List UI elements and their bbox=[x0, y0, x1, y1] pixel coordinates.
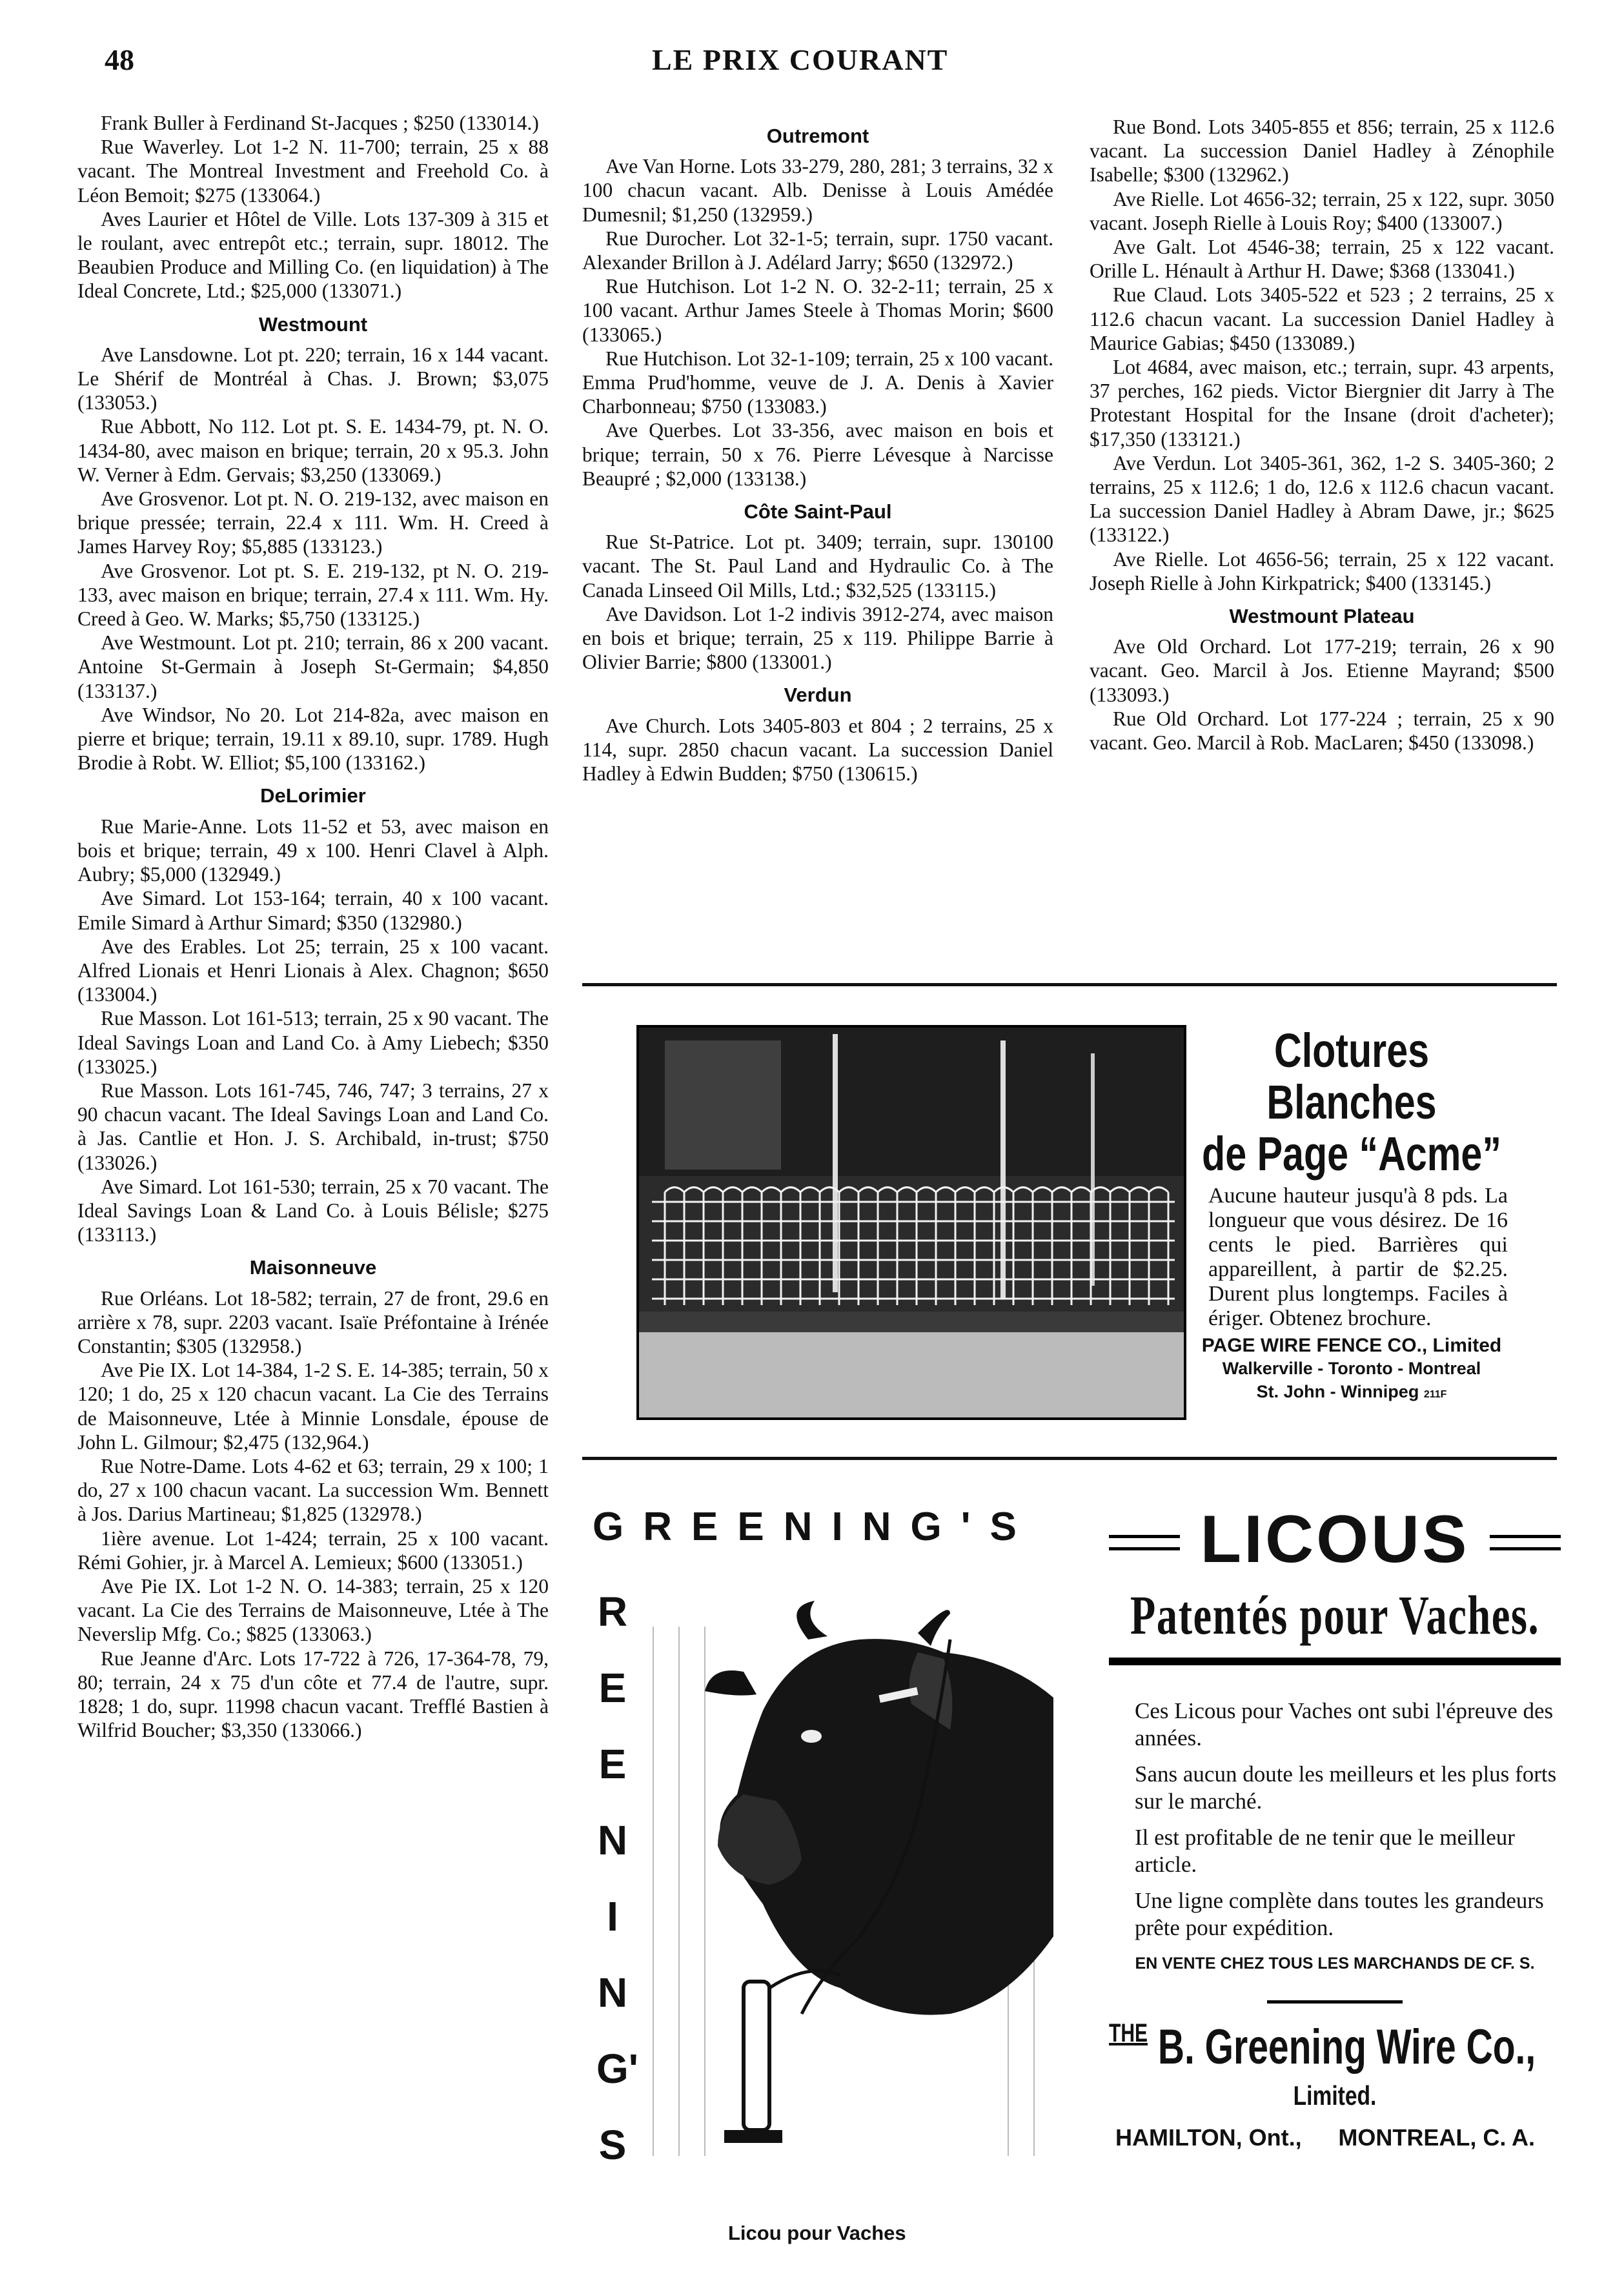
divider bbox=[1109, 1658, 1561, 1665]
listing-entry: Rue Durocher. Lot 32-1-5; terrain, supr. 1750 vacant. Alexander Brillon à J. Adélard Jarry; $650 (132972.) bbox=[582, 227, 1053, 274]
firm-city: MONTREAL, C. A. bbox=[1338, 2124, 1535, 2151]
listing-entry: Ave Lansdowne. Lot pt. 220; terrain, 16 x 144 vacant. Le Shérif de Montréal à Chas. J. Brown; $3,075 (133053.) bbox=[77, 343, 549, 414]
ad-body: Aucune hauteur jusqu'à 8 pds. La longueur que vous désirez. De 16 cents le pied. Barrières qui appareillent, à partir de $2.25. Durent plus longtemps. Faciles à ériger. Obtenez brochure. bbox=[1208, 1184, 1508, 1330]
section-heading: Côte Saint-Paul bbox=[744, 500, 892, 523]
section-heading: Maisonneuve bbox=[249, 1256, 377, 1279]
listing-entry: Ave Davidson. Lot 1-2 indivis 3912-274, avec maison en bois et brique; terrain, 25 x 119. Philippe Barrie à Olivier Barrie; $800 (133001.) bbox=[582, 602, 1053, 674]
listing-entry: Frank Buller à Ferdinand St-Jacques ; $250 (133014.) bbox=[101, 112, 539, 134]
page-fence-advertisement bbox=[636, 1025, 1508, 1420]
listing-entry: Rue Jeanne d'Arc. Lots 17-722 à 726, 17-364-78, 79, 80; terrain, 24 x 75 d'un côte et 77.4 de l'autre, supr. 1828; 1 do, supr. 11998 chacun vacant. Trefflé Bastien à Wilfrid Boucher; $3,350 (133066.) bbox=[77, 1647, 549, 1742]
listing-entry: Ave Verdun. Lot 3405-361, 362, 1-2 S. 3405-360; 2 terrains, 25 x 112.6; 1 do, 12.6 x 112.6 chacun vacant. La succession Daniel Hadley à Abram Dawe, jr.; $625 (133122.) bbox=[1090, 451, 1554, 547]
listing-entry: Rue Bond. Lots 3405-855 et 856; terrain, 25 x 112.6 vacant. La succession Daniel Hadley à Zénophile Isabelle; $300 (132962.) bbox=[1090, 116, 1554, 187]
vertical-letter: E bbox=[598, 1741, 627, 1787]
listing-entry: Rue Hutchison. Lot 1-2 N. O. 32-2-11; terrain, 25 x 100 vacant. Arthur James Steele à Thomas Morin; $600 (133065.) bbox=[582, 275, 1053, 346]
licous-paragraph: Il est profitable de ne tenir que le meilleur article. bbox=[1135, 1825, 1515, 1877]
section-heading: DeLorimier bbox=[260, 784, 366, 807]
listing-entry: Aves Laurier et Hôtel de Ville. Lots 137-309 à 315 et le roulant, avec entrepôt etc.; terrain, supr. 18012. The Beaubien Produce and Milling Co. (en liquidation) à The Ideal Concrete, Ltd.; $25,000 (133071.) bbox=[77, 207, 549, 303]
vertical-letter: R bbox=[597, 1588, 628, 1635]
listing-entry: Rue Claud. Lots 3405-522 et 523 ; 2 terrains, 25 x 112.6 chacun vacant. La succession Daniel Hadley à Maurice Gabias; $450 (133089.) bbox=[1090, 283, 1554, 354]
divider bbox=[582, 983, 1557, 986]
page-title: LE PRIX COURANT bbox=[652, 43, 949, 76]
listing-entry: Ave Pie IX. Lot 14-384, 1-2 S. E. 14-385; terrain, 50 x 120; 1 do, 25 x 120 chacun vacant. La Cie des Terrains de Maisonneuve, Ltée à Minnie Lonsdale, épouse de John L. Gilmour; $2,475 (132,964.) bbox=[77, 1359, 549, 1454]
column-3 bbox=[1090, 115, 1554, 755]
listing-entry: Rue Old Orchard. Lot 177-224 ; terrain, 25 x 90 vacant. Geo. Marcil à Rob. MacLaren; $450 (133098.) bbox=[1090, 707, 1554, 755]
ad-cities-1: Walkerville - Toronto - Montreal bbox=[1222, 1359, 1481, 1378]
licous-paragraph: Sans aucun doute les meilleurs et les plus forts sur le marché. bbox=[1135, 1761, 1557, 1814]
licous-subtitle: Patentés pour Vaches. bbox=[1130, 1584, 1540, 1646]
ad-company: PAGE WIRE FENCE CO., Limited bbox=[1201, 1335, 1502, 1356]
listing-entry: Ave Grosvenor. Lot pt. S. E. 219-132, pt N. O. 219-133, avec maison en brique; terrain, 27.4 x 111. Wm. Hy. Creed à Geo. W. Marks; $5,750 (133125.) bbox=[77, 559, 549, 631]
listing-entry: Rue Notre-Dame. Lots 4-62 et 63; terrain, 29 x 100; 1 do, 27 x 100 chacun vacant. La succession Wm. Bennett à Jos. Darius Martineau; $1,825 (132978.) bbox=[77, 1454, 549, 1526]
vertical-letter: I bbox=[607, 1893, 618, 1940]
firm-the: THE bbox=[1109, 2019, 1148, 2047]
vertical-letter: N bbox=[597, 1817, 628, 1863]
licous-text: LICOUS bbox=[1200, 1502, 1470, 1577]
listing-entry: Ave Van Horne. Lots 33-279, 280, 281; 3 terrains, 32 x 100 chacun vacant. Alb. Denisse à Louis Amédée Dumesnil; $1,250 (132959.) bbox=[582, 155, 1053, 226]
vertical-letter: E bbox=[598, 1665, 627, 1711]
licous-paragraph: Ces Licous pour Vaches ont subi l'épreuve des années. bbox=[1135, 1698, 1554, 1750]
listing-entry: Ave Pie IX. Lot 1-2 N. O. 14-383; terrain, 25 x 120 vacant. La Cie des Terrains de Maisonneuve, Ltée à The Neverslip Mfg. Co.; $825 (133063.) bbox=[77, 1574, 549, 1646]
vertical-letter: G' bbox=[596, 2045, 638, 2092]
divider bbox=[582, 1457, 1557, 1460]
firm-city: HAMILTON, Ont., bbox=[1115, 2124, 1302, 2151]
fence-photo bbox=[636, 1025, 1186, 1420]
licous-paragraph: Une ligne complète dans toutes les grandeurs prête pour expédition. bbox=[1135, 1888, 1544, 1940]
listing-entry: Ave Rielle. Lot 4656-32; terrain, 25 x 122, supr. 3050 vacant. Joseph Rielle à Louis Roy; $400 (133007.) bbox=[1090, 187, 1554, 234]
sale-line: EN VENTE CHEZ TOUS LES MARCHANDS DE CF. S. bbox=[1135, 1954, 1535, 1973]
listing-entry: Rue Hutchison. Lot 32-1-109; terrain, 25 x 100 vacant. Emma Prud'homme, veuve de J. A. Denis à Xavier Charbonneau; $750 (133083.) bbox=[582, 347, 1053, 418]
cow-caption: Licou pour Vaches bbox=[728, 2222, 906, 2244]
listing-entry: Ave Simard. Lot 161-530; terrain, 25 x 70 vacant. The Ideal Savings Loan & Land Co. à Louis Bélisle; $275 (133113.) bbox=[77, 1175, 549, 1246]
listing-entry: Rue St-Patrice. Lot pt. 3409; terrain, supr. 130100 vacant. The St. Paul Land and Hydraulic Co. à The Canada Linseed Oil Mills, Ltd.; $32,525 (133115.) bbox=[582, 531, 1053, 602]
greening-advertisement bbox=[593, 1504, 1561, 2266]
listing-entry: Ave Querbes. Lot 33-356, avec maison en bois et brique; terrain, 50 x 76. Pierre Lévesque à Narcisse Beaupré ; $2,000 (133138.) bbox=[582, 419, 1053, 490]
listing-entry: Rue Masson. Lots 161-745, 746, 747; 3 terrains, 27 x 90 chacun vacant. The Ideal Savings Loan and Land Co. à Jas. Cantlie et Hon. J. S. Archibald, in-trust; $750 (133026.) bbox=[77, 1079, 549, 1174]
decorative-bar bbox=[1490, 1535, 1561, 1550]
section-heading: Westmount Plateau bbox=[1229, 605, 1415, 628]
decorative-bar bbox=[1109, 1535, 1180, 1550]
section-heading: Outremont bbox=[766, 125, 869, 147]
section-heading: Westmount bbox=[258, 312, 368, 336]
divider bbox=[1267, 2000, 1403, 2004]
listing-entry: Rue Masson. Lot 161-513; terrain, 25 x 90 vacant. The Ideal Savings Loan and Land Co. à Amy Liebech; $350 (133025.) bbox=[77, 1007, 549, 1078]
vertical-letter: S bbox=[598, 2122, 627, 2168]
firm-cities bbox=[1109, 2124, 1561, 2151]
licous-paragraphs bbox=[1135, 1698, 1561, 1942]
vertical-letter: N bbox=[597, 1969, 628, 2016]
ad-headline-1: Clotures Blanches bbox=[1266, 1024, 1437, 1129]
fence-illustration bbox=[639, 1028, 1184, 1417]
listing-entry: Rue Marie-Anne. Lots 11-52 et 53, avec maison en bois et brique; terrain, 49 x 100. Henri Clavel à Alph. Aubry; $5,000 (132949.) bbox=[77, 815, 549, 886]
listing-entry: Ave Simard. Lot 153-164; terrain, 40 x 100 vacant. Emile Simard à Arthur Simard; $350 (132980.) bbox=[77, 887, 549, 934]
listing-entry: Ave Grosvenor. Lot pt. N. O. 219-132, avec maison en brique pressée; terrain, 22.4 x 111. Wm. H. Creed à James Harvey Roy; $5,885 (133123.) bbox=[77, 487, 549, 558]
section-heading: Verdun bbox=[784, 684, 852, 707]
greening-title: GREENING'S bbox=[593, 1505, 1036, 1549]
listing-entry: 1ière avenue. Lot 1-424; terrain, 25 x 100 vacant. Rémi Gohier, jr. à Marcel A. Lemieux; $600 (133051.) bbox=[77, 1527, 549, 1574]
listing-entry: Rue Abbott, No 112. Lot pt. S. E. 1434-79, pt. N. O. 1434-80, avec maison en brique; terrain, 20 x 95.3. John W. Verner à Edm. Gervais; $3,250 (133069.) bbox=[77, 415, 549, 486]
firm-limited: Limited. bbox=[1293, 2080, 1377, 2111]
listing-entry: Ave Windsor, No 20. Lot 214-82a, avec maison en pierre et brique; terrain, 19.11 x 89.10, supr. 1789. Hugh Brodie à Robt. W. Elliot; $5,100 (133162.) bbox=[77, 703, 549, 775]
listing-entry: Ave Church. Lots 3405-803 et 804 ; 2 terrains, 25 x 114, supr. 2850 chacun vacant. La succession Daniel Hadley à Edwin Budden; $750 (130615.) bbox=[582, 714, 1053, 786]
listing-entry: Ave des Erables. Lot 25; terrain, 25 x 100 vacant. Alfred Lionais et Henri Lionais à Alex. Chagnon; $650 (133004.) bbox=[77, 935, 549, 1006]
cow-head-icon bbox=[647, 1601, 1053, 2169]
listing-entry: Ave Old Orchard. Lot 177-219; terrain, 26 x 90 vacant. Geo. Marcil à Jos. Etienne Mayrand; $500 (133093.) bbox=[1090, 635, 1554, 706]
listing-entry: Ave Rielle. Lot 4656-56; terrain, 25 x 122 vacant. Joseph Rielle à John Kirkpatrick; $400 (133145.) bbox=[1090, 547, 1554, 594]
page-number: 48 bbox=[105, 43, 134, 76]
ad-cities-2-text: St. John - Winnipeg bbox=[1256, 1382, 1419, 1401]
licous-panel bbox=[1109, 1504, 1561, 2151]
listing-entry: Ave Galt. Lot 4546-38; terrain, 25 x 122 vacant. Orille L. Hénault à Arthur H. Dawe; $368 (133041.) bbox=[1090, 236, 1554, 283]
firm-text: B. Greening Wire Co., bbox=[1157, 2020, 1536, 2075]
page-header bbox=[0, 43, 1624, 88]
listing-entry: Rue Waverley. Lot 1-2 N. 11-700; terrain, 25 x 88 vacant. The Montreal Investment and Freehold Co. à Léon Bemoit; $275 (133064.) bbox=[77, 136, 549, 207]
ad-cities-2 bbox=[1195, 1380, 1508, 1406]
listing-entry: Rue Orléans. Lot 18-582; terrain, 27 de front, 29.6 en arrière x 78, supr. 2203 vacant. Isaïe Préfontaine à Irénée Constantin; $305 (132958.) bbox=[77, 1286, 549, 1357]
ad-headline-2: de Page “Acme” bbox=[1202, 1127, 1501, 1181]
listing-entry: Ave Westmount. Lot pt. 210; terrain, 86 x 200 vacant. Antoine St-Germain à Joseph St-Germain; $4,850 (133137.) bbox=[77, 631, 549, 702]
listing-entry: Lot 4684, avec maison, etc.; terrain, supr. 43 arpents, 37 perches, 162 pieds. Victor Biergnier dit Jarry à The Protestant Hospital for the Insane (droit d'acheter); $17,350 (133121.) bbox=[1090, 356, 1554, 451]
vertical-letters bbox=[596, 1574, 638, 2183]
firm-name bbox=[1109, 2019, 1536, 2075]
licous-heading bbox=[1109, 1504, 1561, 1575]
cow-illustration bbox=[647, 1601, 1053, 2169]
ad-code: 211F bbox=[1423, 1389, 1447, 1400]
column-2 bbox=[582, 115, 1053, 786]
column-1 bbox=[77, 111, 549, 1742]
